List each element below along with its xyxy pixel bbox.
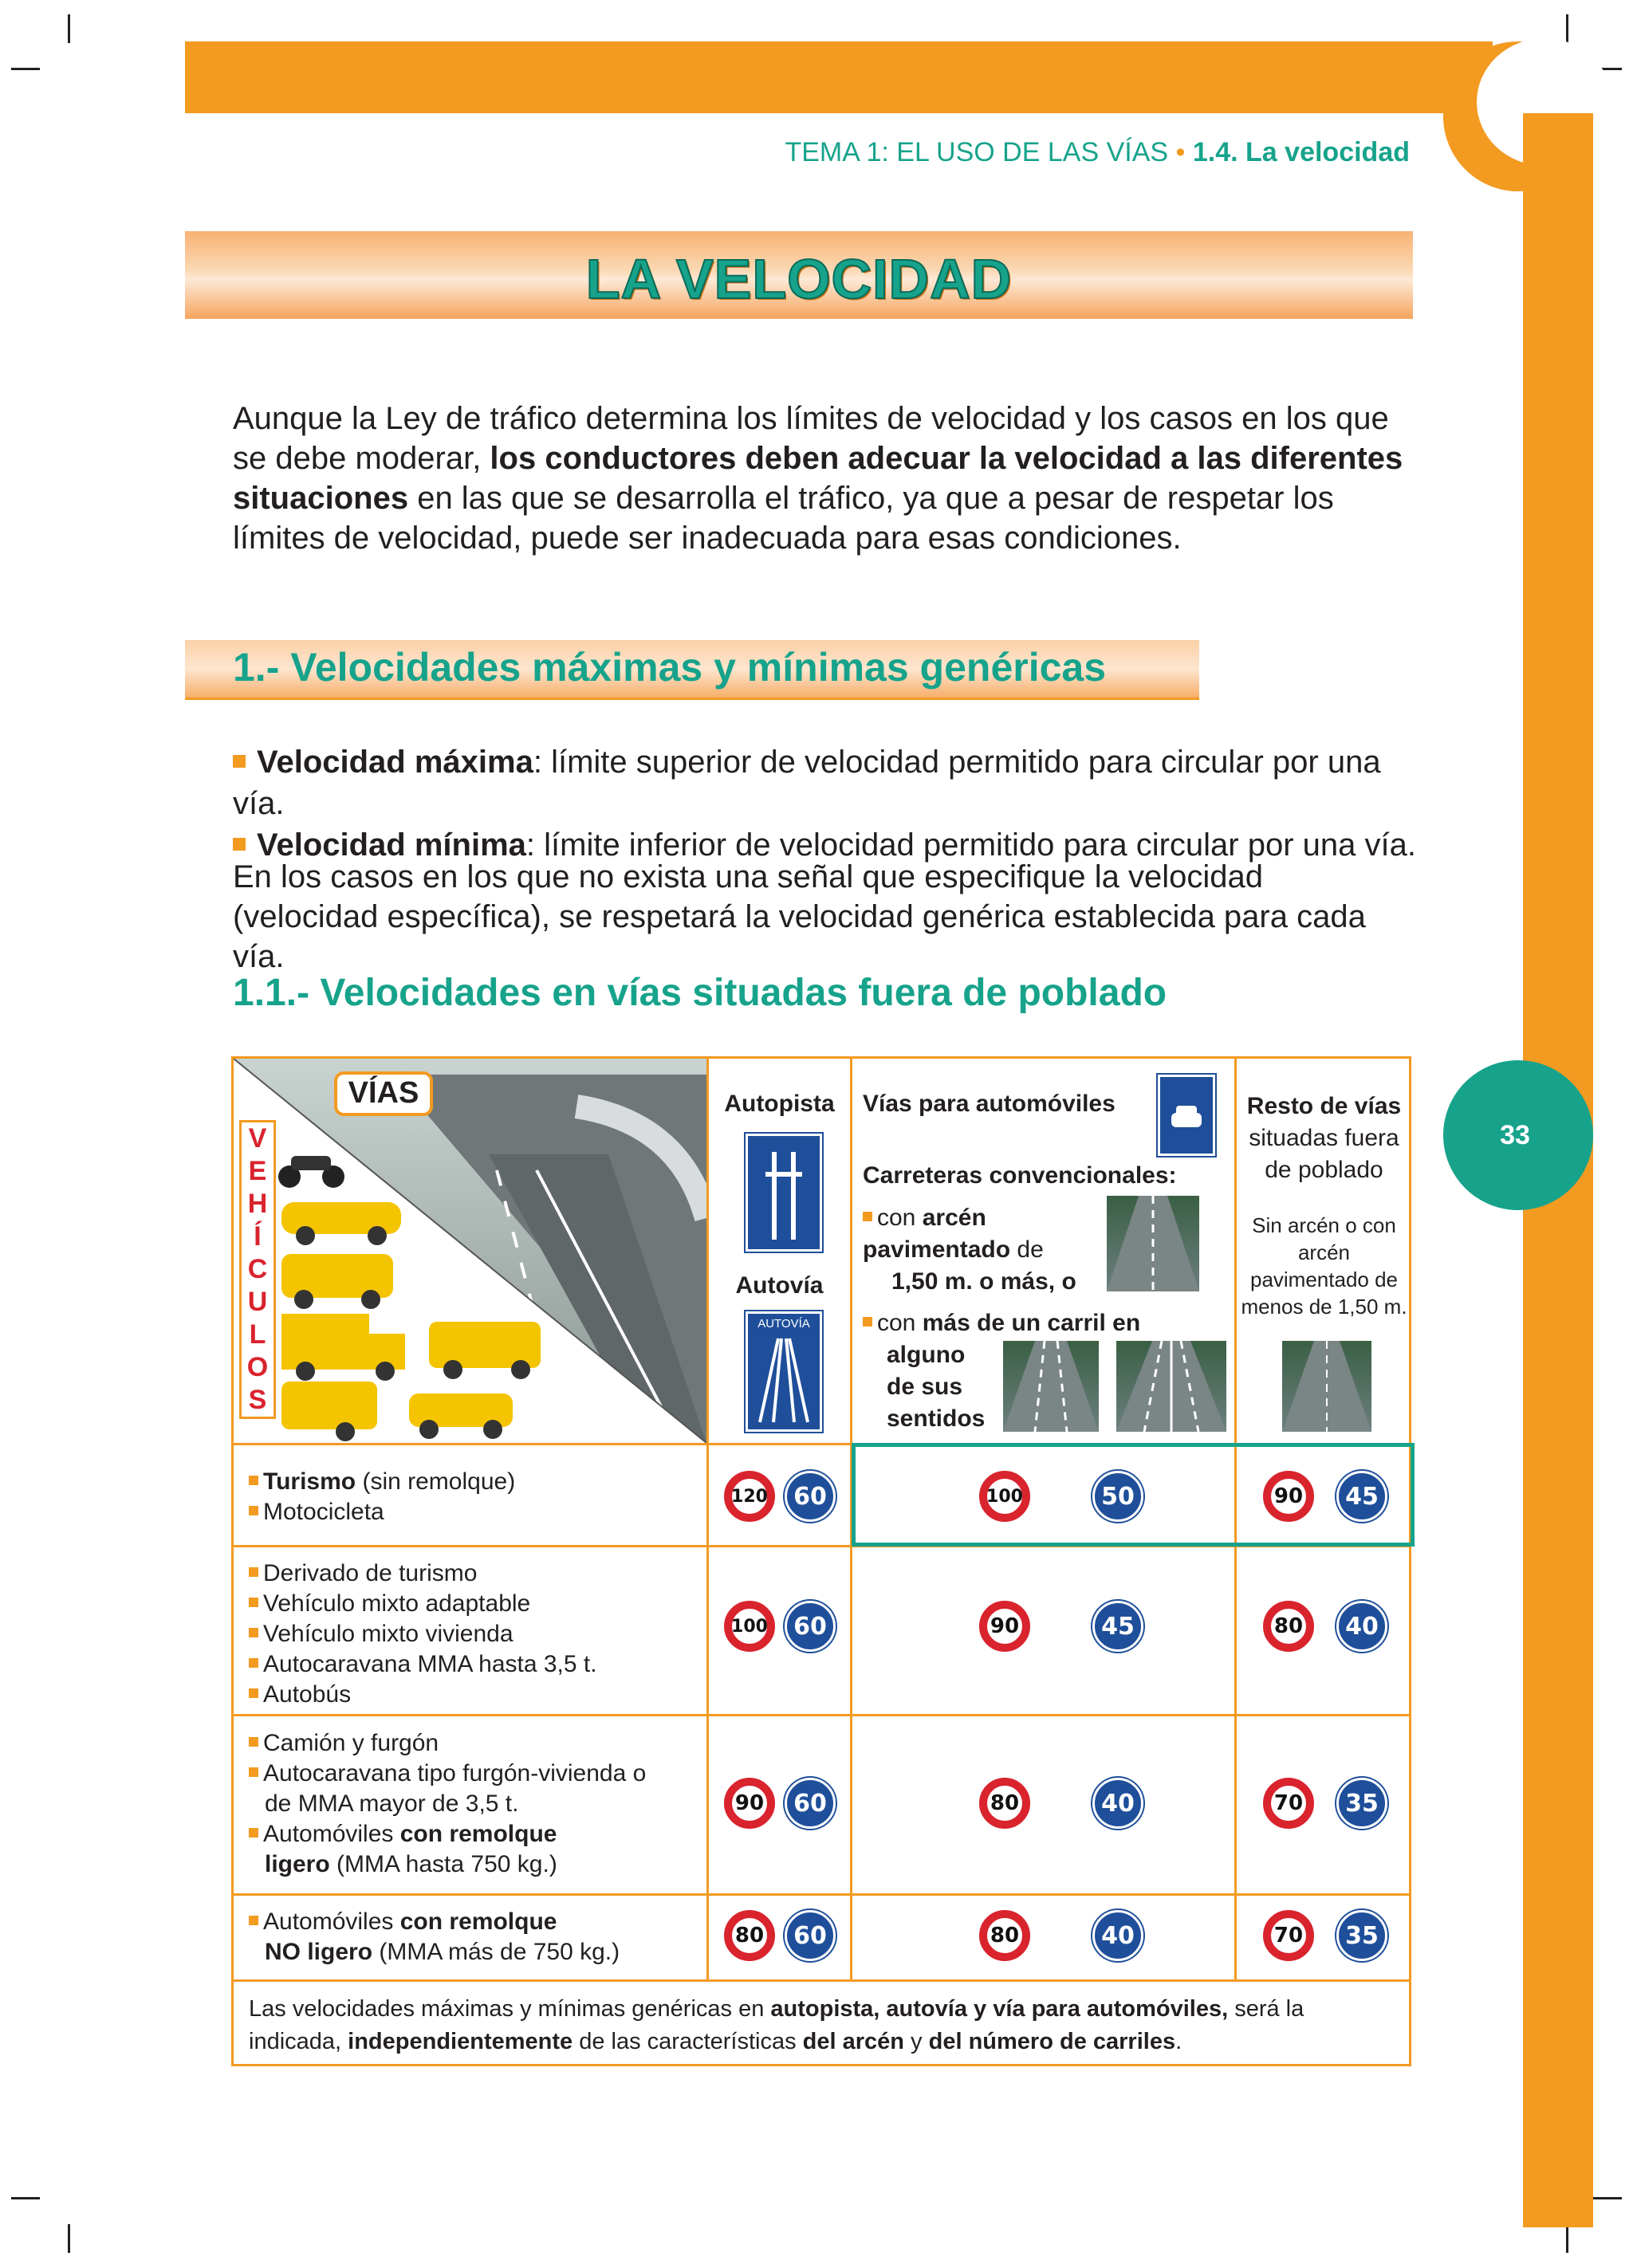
text: Las velocidades máximas y mínimas genéricas en (249, 1996, 771, 2022)
text: Vehículo mixto adaptable (263, 1590, 531, 1617)
text: Automóviles (263, 1821, 400, 1847)
road-photo-shoulder (1107, 1196, 1199, 1291)
letter: U (247, 1287, 268, 1317)
car-road-sign-icon (1158, 1075, 1215, 1156)
condition-arcen (863, 1202, 1102, 1298)
term: Velocidad máxima (257, 745, 533, 780)
definition-list (233, 741, 1429, 866)
text: Vehículo mixto vivienda (263, 1621, 514, 1647)
bullet-square-icon (233, 838, 246, 851)
text: Camión y furgón (263, 1730, 439, 1756)
generic-speed-paragraph: En los casos en los que no exista una señal que especifique la velocidad (velocidad específica), se respetará la velocidad genérica establecida para cada vía. (233, 859, 1366, 974)
table-divider (706, 1056, 709, 1981)
min-speed-sign: 60 (785, 1778, 836, 1829)
bullet-square-icon (249, 1476, 258, 1485)
max-speed-sign: 90 (979, 1601, 1030, 1652)
bold-text: arcén pavimentado (863, 1205, 1011, 1263)
vehicle-list-row3 (249, 1728, 695, 1880)
crop-mark (11, 68, 40, 70)
intro-bold: los conductores deben adecuar la velocidad a las diferentes situaciones (233, 441, 1403, 516)
text: de MMA mayor de 3,5 t. (265, 1790, 519, 1817)
list-item (249, 1467, 515, 1497)
road-photo-multilane (1003, 1341, 1099, 1432)
section-title: 1.- Velocidades máximas y mínimas genéricas (233, 645, 1107, 690)
col-header-autopista: Autopista (724, 1091, 835, 1117)
text: con (877, 1310, 923, 1336)
crop-mark (68, 2224, 70, 2253)
bold-text: autopista, autovía y vía para automóviles, (770, 1996, 1229, 2022)
list-item (249, 1728, 695, 1759)
bullet-square-icon (249, 1506, 258, 1515)
bullet-square-icon (233, 755, 246, 768)
bold-text: Resto de vías (1246, 1093, 1402, 1119)
letter: O (246, 1352, 269, 1382)
max-speed-sign: 80 (979, 1910, 1030, 1961)
min-speed-sign: 40 (1092, 1910, 1143, 1961)
table-divider (231, 1893, 1411, 1896)
list-item (249, 1849, 695, 1880)
bold-text: del número de carriles (928, 2029, 1176, 2054)
max-speed-sign: 80 (724, 1910, 775, 1961)
autovia-sign-icon (746, 1311, 822, 1432)
bold-text: del arcén (802, 2029, 904, 2054)
text: (MMA más de 750 kg.) (372, 1939, 620, 1965)
text: Derivado de turismo (263, 1560, 478, 1586)
text: . (1175, 2029, 1182, 2054)
resto-note: Sin arcén o con arcén pavimentado de menos de 1,50 m. (1241, 1213, 1407, 1319)
letter: C (247, 1254, 268, 1284)
text: (sin remolque) (356, 1468, 516, 1495)
min-speed-sign: 35 (1336, 1910, 1387, 1961)
road-photo-narrow (1282, 1341, 1371, 1432)
min-speed-sign: 40 (1092, 1778, 1143, 1829)
list-item (249, 1649, 597, 1680)
text: Autobús (263, 1681, 352, 1708)
intro-text: Aunque la Ley de tráfico determina los límites de velocidad y los casos en los que se debe moderar, (233, 401, 1389, 476)
text: Motocicleta (263, 1499, 384, 1525)
bullet-square-icon (863, 1317, 872, 1327)
vehiculos-vertical-label (239, 1120, 276, 1419)
letter: V (248, 1123, 267, 1154)
letter: H (247, 1189, 268, 1219)
min-speed-sign: 50 (1092, 1471, 1143, 1522)
bullet-square-icon (249, 1598, 258, 1607)
list-item (249, 1559, 597, 1589)
bullet-square-icon (249, 1916, 258, 1925)
header-prefix: TEMA 1: EL USO DE LAS VÍAS (785, 137, 1169, 167)
bold-text: con remolque (399, 1908, 557, 1935)
bullet-square-icon (249, 1737, 258, 1747)
col-header-vias-automoviles: Vías para automóviles (863, 1091, 1116, 1117)
bold-text: 1,50 m. o más, o (891, 1268, 1076, 1295)
crop-mark (1593, 2197, 1622, 2199)
vehicle-list-row1 (249, 1467, 515, 1527)
text: y (904, 2029, 929, 2054)
letter: L (249, 1319, 266, 1350)
col-header-autovia: Autovía (735, 1272, 824, 1299)
max-speed-sign: 100 (724, 1601, 775, 1652)
list-item (249, 1937, 695, 1967)
subsection-title: 1.1.- Velocidades en vías situadas fuera de poblado (233, 972, 1167, 1014)
intro-paragraph (233, 399, 1411, 558)
max-speed-sign: 70 (1263, 1910, 1314, 1961)
crop-mark (1566, 14, 1568, 43)
list-item (249, 1789, 695, 1819)
list-item (249, 1819, 695, 1849)
intro-text-end: en las que se desarrolla el tráfico, ya que a pesar de respetar los límites de velocidad, puede ser inadecuada para esas condiciones. (233, 481, 1334, 556)
text: con (877, 1205, 923, 1231)
bullet-square-icon (249, 1828, 258, 1838)
text: (MMA hasta 750 kg.) (329, 1851, 557, 1877)
vehicle-list-row2 (249, 1559, 597, 1710)
page-number: 33 (1500, 1120, 1530, 1150)
autovia-sign-text: AUTOVÍA (757, 1317, 810, 1331)
bullet-square-icon (863, 1212, 872, 1221)
bullet-square-icon (249, 1628, 258, 1637)
bold-text: NO ligero (265, 1939, 373, 1965)
min-speed-sign: 45 (1336, 1471, 1387, 1522)
max-speed-sign: 80 (979, 1778, 1030, 1829)
min-speed-sign: 60 (785, 1471, 836, 1522)
list-item (249, 1759, 695, 1789)
bold-text: independientemente (348, 2029, 573, 2054)
col-header-resto (1237, 1091, 1411, 1186)
letter: S (248, 1385, 267, 1415)
condition-carriles-cont: alguno de sus sentidos (887, 1342, 986, 1432)
max-speed-sign: 90 (1263, 1471, 1314, 1522)
bold-text: ligero (265, 1851, 330, 1877)
crop-mark (1566, 2224, 1568, 2253)
max-speed-sign: 70 (1263, 1778, 1314, 1829)
list-item (249, 1589, 597, 1619)
letter: E (248, 1156, 267, 1186)
text: Automóviles (263, 1908, 400, 1935)
table-divider (231, 1979, 1411, 1982)
min-speed-sign: 45 (1092, 1601, 1143, 1652)
table-divider (231, 1714, 1411, 1716)
header-separator: • (1175, 137, 1186, 167)
bullet-square-icon (249, 1688, 258, 1698)
bullet-square-icon (249, 1658, 258, 1668)
list-item (249, 1619, 597, 1649)
table-footnote (249, 1993, 1397, 2058)
min-speed-sign: 60 (785, 1601, 836, 1652)
road-vehicles-illustration (234, 1059, 706, 1443)
header-section: 1.4. La velocidad (1192, 137, 1410, 167)
list-item (233, 741, 1429, 824)
max-speed-sign: 90 (724, 1778, 775, 1829)
letter: Í (254, 1221, 262, 1252)
bullet-square-icon (249, 1767, 258, 1777)
vias-label: VÍAS (348, 1076, 419, 1110)
crop-mark (11, 2197, 40, 2199)
text: de (1010, 1236, 1044, 1263)
list-item (249, 1497, 515, 1527)
max-speed-sign: 120 (724, 1471, 775, 1522)
running-header (558, 137, 1410, 168)
text: Autocaravana tipo furgón-vivienda o (263, 1760, 647, 1786)
term: Velocidad mínima (257, 827, 526, 863)
autopista-sign-icon (746, 1134, 822, 1252)
bold-text: más de un carril en (922, 1310, 1141, 1336)
min-speed-sign: 35 (1336, 1778, 1387, 1829)
max-speed-sign: 100 (979, 1471, 1030, 1522)
road-photo-multilane (1116, 1341, 1226, 1432)
list-item (249, 1680, 597, 1710)
bullet-square-icon (249, 1567, 258, 1577)
bold-text: Turismo (263, 1468, 356, 1495)
vehicle-list-row4 (249, 1907, 695, 1967)
condition-carriles (863, 1307, 1182, 1339)
definition: : límite superior de velocidad permitido para circular por una vía. (233, 745, 1381, 821)
text: situadas fuera de poblado (1249, 1125, 1399, 1183)
max-speed-sign: 80 (1263, 1601, 1314, 1652)
list-item (249, 1907, 695, 1937)
carreteras-convencionales-label: Carreteras convencionales: (863, 1162, 1177, 1189)
page-title: LA VELOCIDAD (585, 248, 1013, 310)
top-orange-bar (185, 41, 1493, 113)
min-speed-sign: 60 (785, 1910, 836, 1961)
crop-mark (68, 14, 70, 43)
highlight-box (852, 1443, 1415, 1547)
min-speed-sign: 40 (1336, 1601, 1387, 1652)
bold-text: con remolque (399, 1821, 557, 1847)
definition: : límite inferior de velocidad permitido para circular por una vía. (525, 827, 1416, 863)
text: de las características (573, 2029, 803, 2054)
text: Autocaravana MMA hasta 3,5 t. (263, 1651, 597, 1677)
text: será la indicada, (249, 1996, 1304, 2054)
